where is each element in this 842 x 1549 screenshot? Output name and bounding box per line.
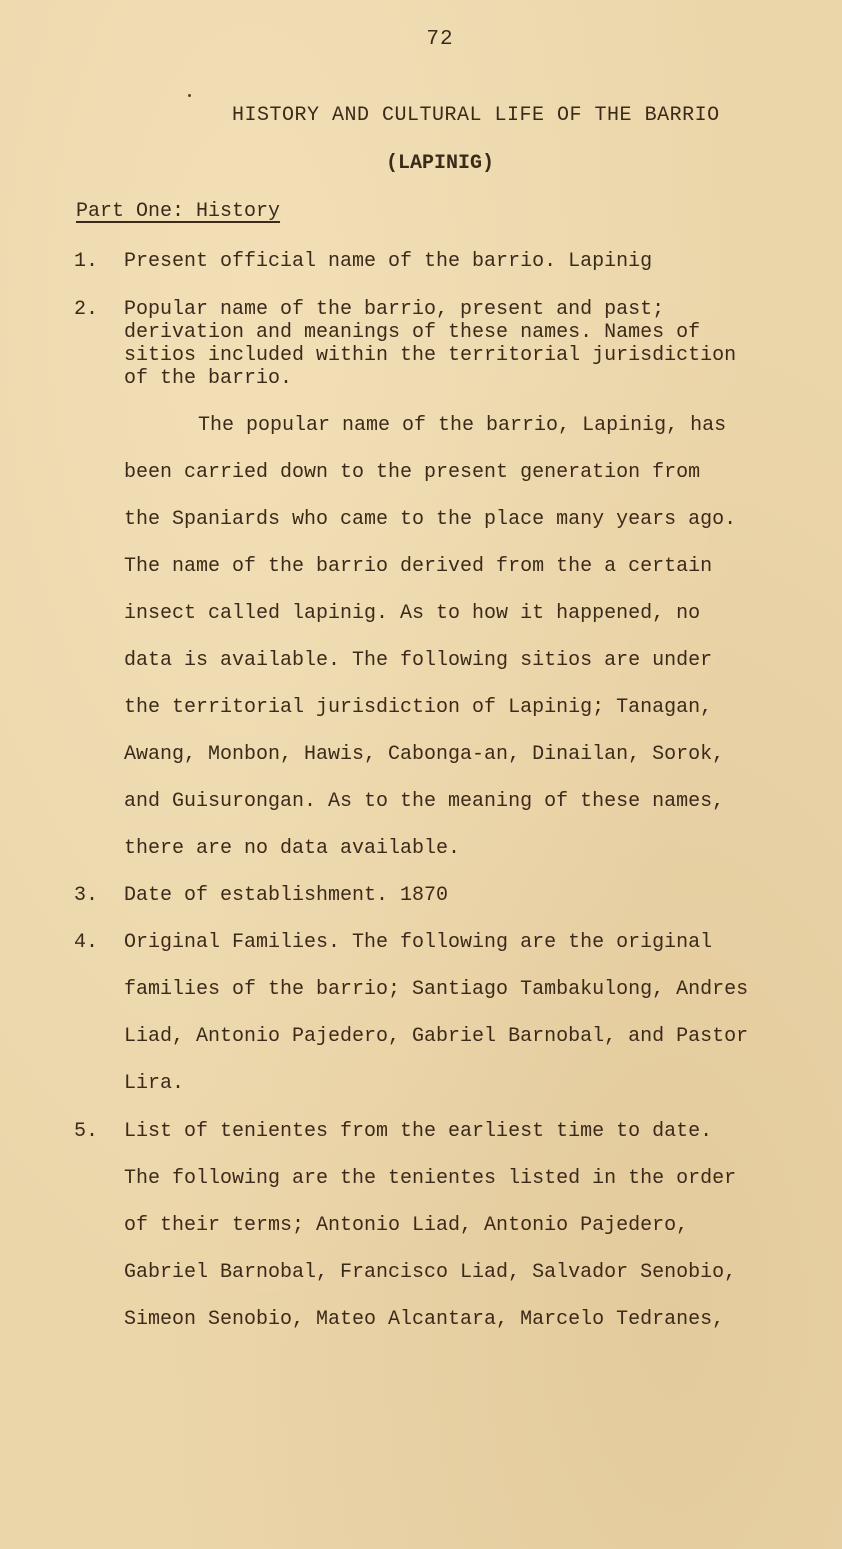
item-line: families of the barrio; Santiago Tambakulong, Andres (124, 978, 749, 1001)
paragraph-line: The name of the barrio derived from the a certain (124, 555, 713, 578)
item-number: 3. (74, 884, 99, 907)
paragraph-line: there are no data available. (124, 837, 461, 860)
item-line: Gabriel Barnobal, Francisco Liad, Salvador Senobio, (124, 1261, 737, 1284)
item-line: derivation and meanings of these names. Names of (124, 321, 701, 344)
item-line: of the barrio. (124, 367, 293, 390)
item-number: 2. (74, 298, 99, 321)
paragraph-line: the territorial jurisdiction of Lapinig; Tanagan, (124, 696, 713, 719)
item-line: Date of establishment. 1870 (124, 884, 449, 907)
item-line: of their terms; Antonio Liad, Antonio Pajedero, (124, 1214, 689, 1237)
paragraph-line: data is available. The following sitios are under (124, 649, 713, 672)
item-line: Present official name of the barrio. Lapinig (124, 250, 653, 273)
item-line: Popular name of the barrio, present and past; (124, 298, 665, 321)
part-heading: Part One: History (76, 200, 281, 223)
document-subtitle: (LAPINIG) (386, 152, 495, 175)
item-line: Liad, Antonio Pajedero, Gabriel Barnobal, and Pastor (124, 1025, 749, 1048)
paragraph-line: insect called lapinig. As to how it happened, no (124, 602, 701, 625)
paragraph-line: and Guisurongan. As to the meaning of these names, (124, 790, 725, 813)
stray-mark (188, 94, 191, 97)
item-line: List of tenientes from the earliest time to date. (124, 1120, 713, 1143)
item-line: Simeon Senobio, Mateo Alcantara, Marcelo Tedranes, (124, 1308, 725, 1331)
item-number: 1. (74, 250, 99, 273)
page-number: 72 (426, 28, 454, 51)
paragraph-line: the Spaniards who came to the place many years ago. (124, 508, 737, 531)
document-title: HISTORY AND CULTURAL LIFE OF THE BARRIO (232, 104, 720, 127)
paragraph-line: Awang, Monbon, Hawis, Cabonga-an, Dinailan, Sorok, (124, 743, 725, 766)
paragraph-line: The popular name of the barrio, Lapinig, has (198, 414, 727, 437)
item-number: 4. (74, 931, 99, 954)
item-line: Original Families. The following are the original (124, 931, 713, 954)
item-number: 5. (74, 1120, 99, 1143)
item-line: The following are the tenientes listed in the order (124, 1167, 737, 1190)
paragraph-line: been carried down to the present generation from (124, 461, 701, 484)
item-line: sitios included within the territorial jurisdiction (124, 344, 737, 367)
item-line: Lira. (124, 1072, 185, 1095)
